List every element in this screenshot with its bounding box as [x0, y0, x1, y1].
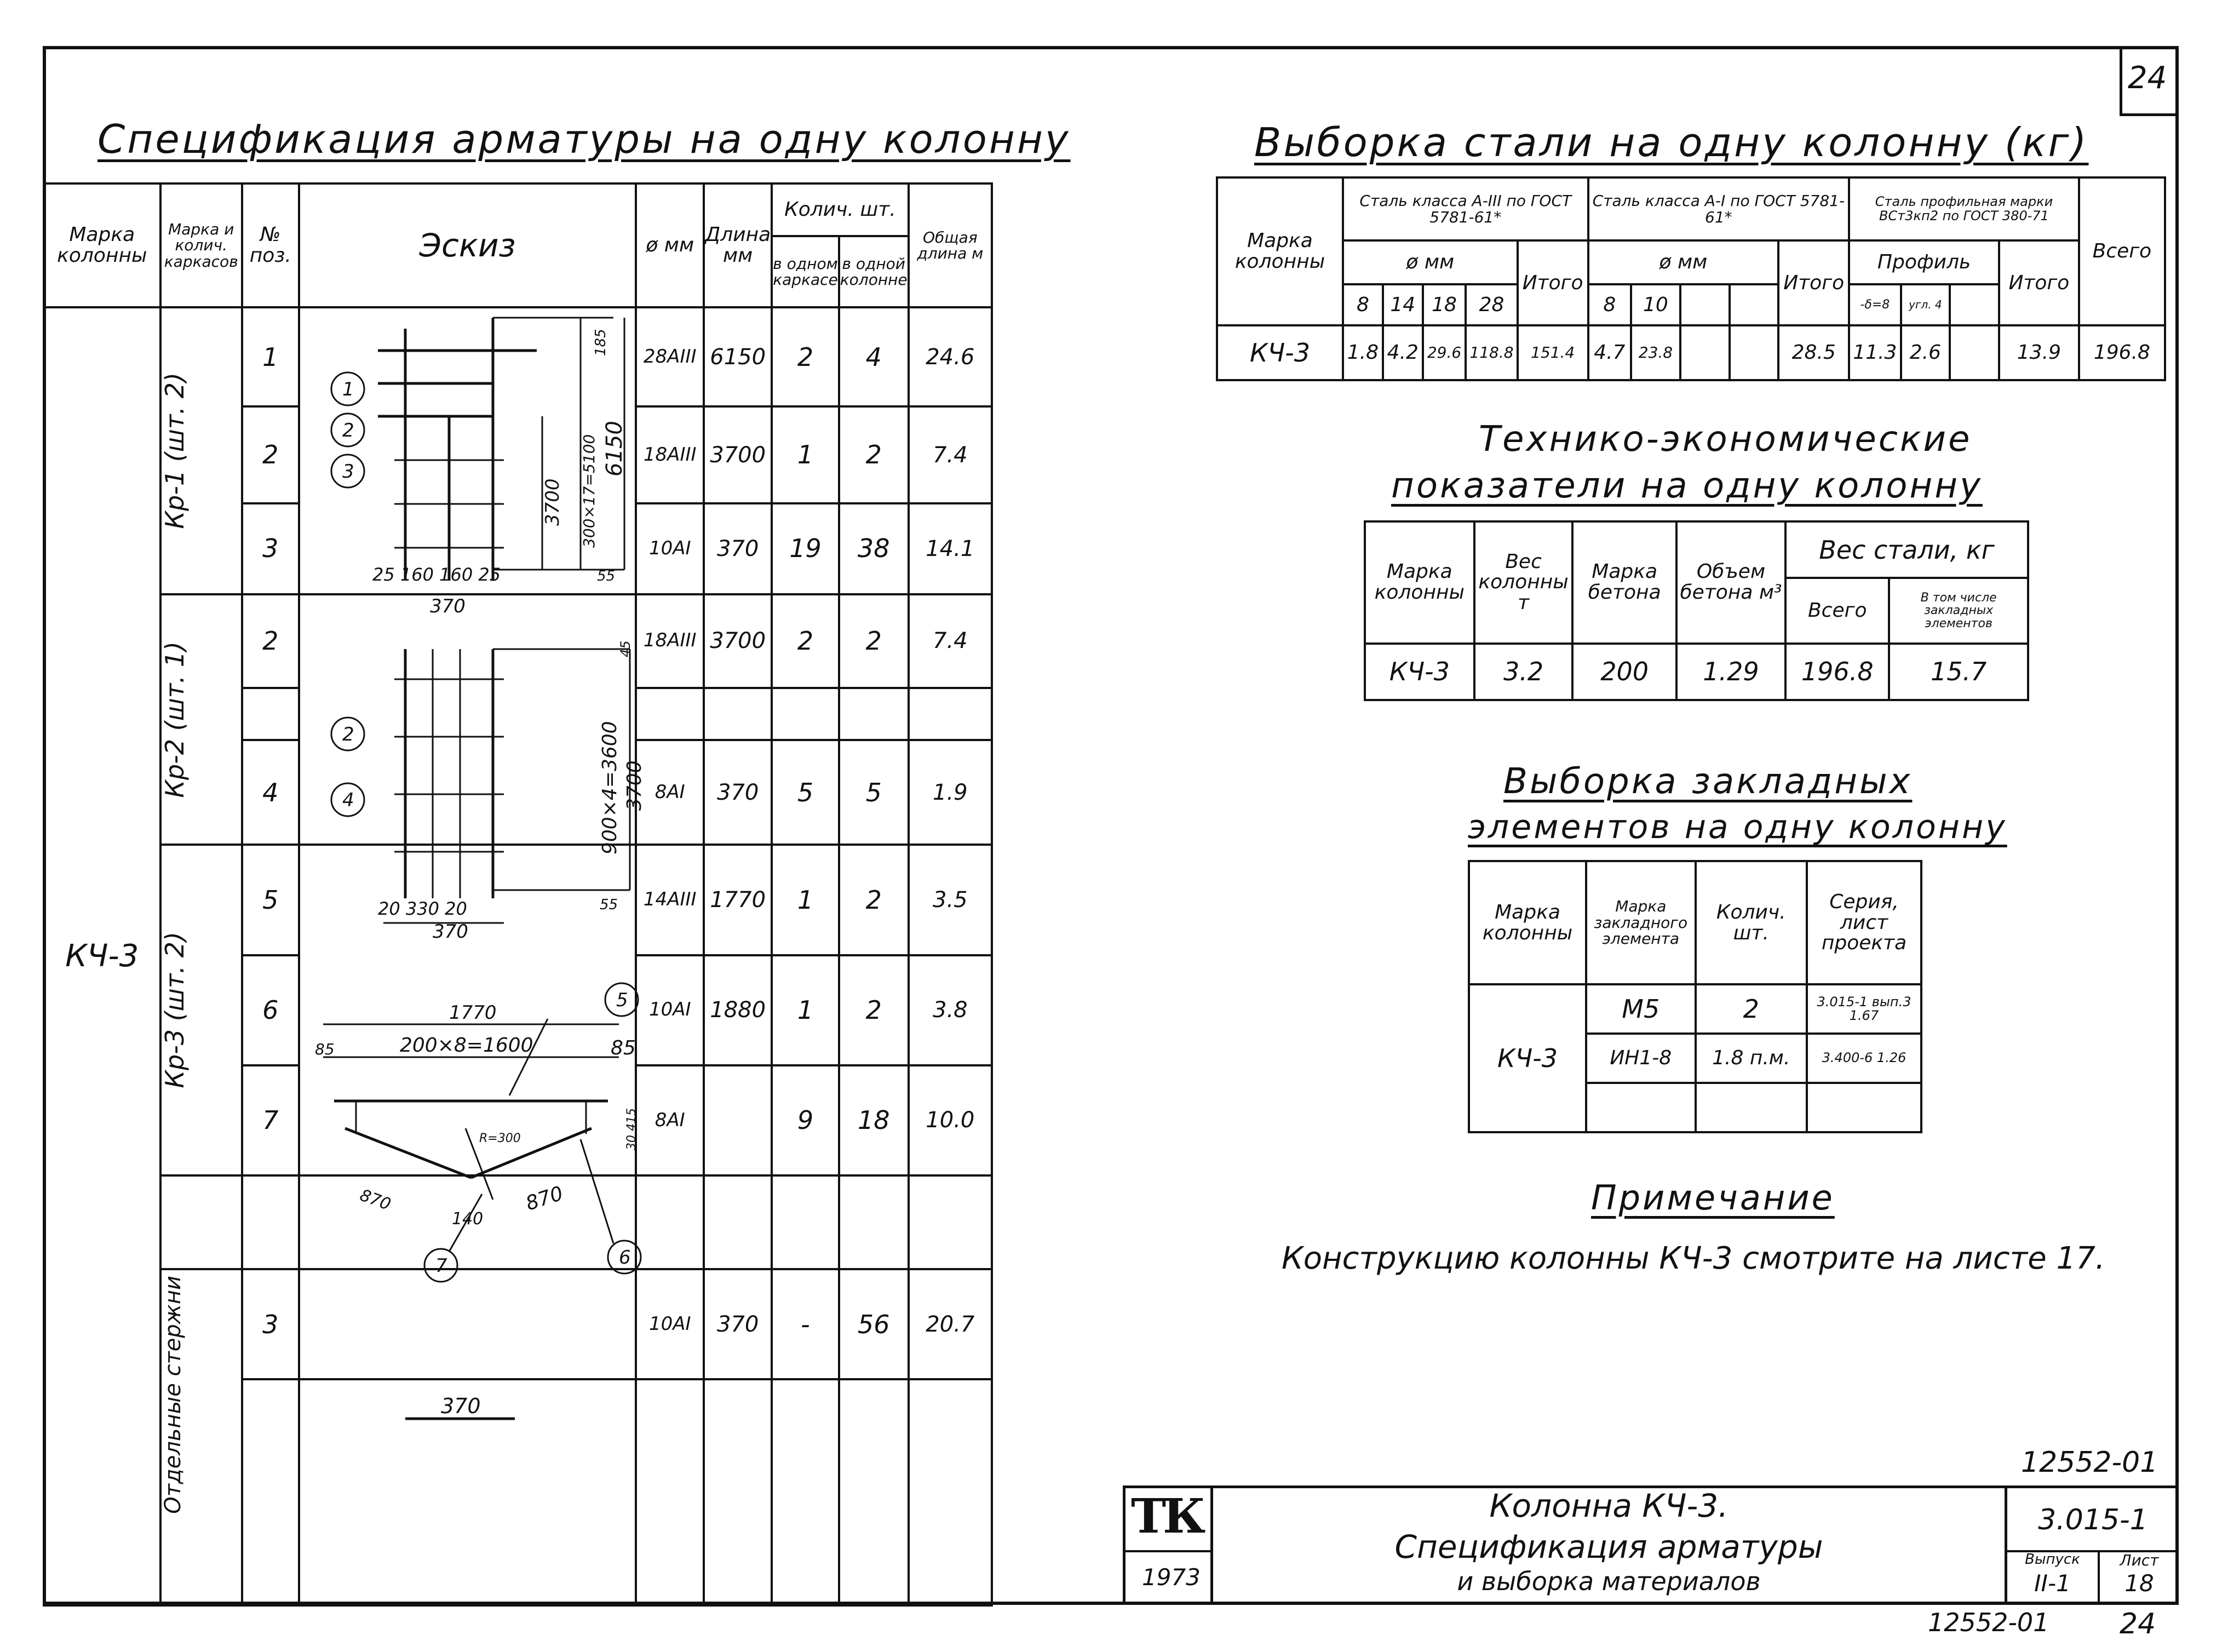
steel-value: 196.8: [2079, 325, 2165, 380]
spec-cage-single: Отдельные стержни: [160, 1276, 186, 1514]
dim-kr3-mid: 140: [452, 1209, 484, 1229]
dim-kr3-left: 85: [315, 1040, 335, 1058]
dim-kr1-total: 6150: [602, 421, 627, 477]
dim-single: 370: [441, 1394, 481, 1418]
spec-cage-kr3: Кр-3 (шт. 2): [159, 932, 190, 1089]
spec-dia: 10AI: [636, 955, 704, 1065]
steel-dia: 18: [1423, 284, 1466, 325]
steel-value: 4.2: [1383, 325, 1423, 380]
spec-pos: 6: [242, 955, 299, 1065]
embedded-table: [1468, 860, 1922, 1133]
tech-value-steel-total: 196.8: [1785, 644, 1889, 701]
dim-kr1-step: 300×17=5100: [580, 434, 598, 548]
spec-qty-column: 4: [839, 307, 909, 406]
spec-qty-cage: 9: [772, 1065, 839, 1175]
spec-total: 14.1: [909, 503, 992, 594]
spec-len: 3700: [704, 406, 772, 503]
steel-header-profile: Профиль: [1849, 240, 1999, 284]
stamp-series: 3.015-1: [2038, 1504, 2148, 1536]
dim-kr3-right: 85: [611, 1037, 636, 1059]
spec-dia: 8AI: [636, 740, 704, 845]
spec-qty-cage: 1: [772, 955, 839, 1065]
spec-qty-cage: 19: [772, 503, 839, 594]
stamp-sheet-label: Лист: [2120, 1551, 2159, 1569]
spec-len: 3700: [704, 594, 772, 688]
steel-header-a1-total: Итого: [1778, 240, 1849, 325]
callout-4: 4: [342, 789, 354, 811]
steel-dia: 8: [1343, 284, 1383, 325]
spec-pos: 1: [242, 307, 299, 406]
steel-value: 4.7: [1588, 325, 1632, 380]
steel-row-mark: КЧ-3: [1217, 325, 1343, 380]
spec-qty-cage: 1: [772, 845, 839, 955]
tech-header-steel: Вес стали, кг: [1785, 521, 2028, 578]
spec-dia: 8AI: [636, 1065, 704, 1175]
embedded-element: М5: [1586, 984, 1695, 1034]
spec-pos: 3: [242, 503, 299, 594]
callout-1: 1: [342, 378, 354, 400]
steel-header-mark: Марка колонны: [1217, 177, 1343, 325]
steel-value: [1950, 325, 1999, 380]
steel-header-a1-dia: ø мм: [1588, 240, 1779, 284]
dim-kr3-top-total: 1770: [449, 1002, 497, 1024]
spec-qty-column: 2: [839, 594, 909, 688]
spec-dia: 28AIII: [636, 307, 704, 406]
spec-qty-cage: 2: [772, 594, 839, 688]
sketch-kr1-drawing: [331, 318, 627, 617]
steel-table: [1216, 176, 2166, 381]
stamp-title-3: и выборка материалов: [1457, 1567, 1761, 1596]
callout-3: 3: [342, 461, 354, 483]
stamp-year: 1973: [1142, 1564, 1201, 1591]
dim-kr1-bot: 55: [597, 568, 616, 584]
tk-logo: ТК: [1131, 1489, 1203, 1544]
spec-header-total-length: Общая длина м: [909, 183, 992, 307]
spec-pos: 2: [242, 406, 299, 503]
embedded-series: 3.400-6 1.26: [1807, 1034, 1921, 1083]
steel-header-a1: Сталь класса А-I по ГОСТ 5781-61*: [1588, 177, 1850, 240]
spec-len: 370: [704, 503, 772, 594]
embedded-header-series: Серия, лист проекта: [1807, 861, 1921, 984]
dim-kr3-diag1: 870: [357, 1185, 394, 1215]
steel-profile-col: [1950, 284, 1999, 325]
spec-dia: 10AI: [636, 1269, 704, 1379]
spec-title: Спецификация арматуры на одну колонну: [97, 116, 1071, 162]
steel-header-a3-dia: ø мм: [1343, 240, 1518, 284]
spec-total: 7.4: [909, 406, 992, 503]
steel-value: 29.6: [1423, 325, 1466, 380]
tech-value-steel-embedded: 15.7: [1889, 644, 2028, 701]
spec-qty-column: 38: [839, 503, 909, 594]
dim-kr1-top: 185: [593, 329, 609, 356]
steel-dia: 8: [1588, 284, 1632, 325]
callout-6: 6: [619, 1247, 631, 1269]
sketch-kr2-drawing: [331, 640, 646, 943]
stamp-code-bottom: 12552-01: [1928, 1608, 2049, 1637]
steel-dia: [1730, 284, 1779, 325]
spec-dia: 14AIII: [636, 845, 704, 955]
tech-value-volume: 1.29: [1676, 644, 1785, 701]
spec-header-qty-column: в одной колонне: [839, 236, 909, 308]
steel-profile-col: угл. 4: [1901, 284, 1950, 325]
tech-header-weight: Вес колонны т: [1474, 521, 1573, 644]
steel-value: 28.5: [1778, 325, 1849, 380]
spec-qty-column: 18: [839, 1065, 909, 1175]
dim-kr1-bottom-parts: 25 160 160 25: [372, 564, 501, 585]
stamp-title-1: Колонна КЧ-3.: [1489, 1487, 1729, 1524]
spec-header-cage-mark: Марка и колич. каркасов: [160, 183, 242, 307]
dim-kr1-inner: 3700: [542, 478, 564, 526]
tech-value-weight: 3.2: [1474, 644, 1573, 701]
stamp-issue-label: Выпуск: [2025, 1551, 2080, 1568]
embedded-series: 3.015-1 вып.3 1.67: [1807, 984, 1921, 1034]
embedded-header-element: Марка закладного элемента: [1586, 861, 1695, 984]
steel-value: 151.4: [1518, 325, 1588, 380]
stamp-sheet: 18: [2124, 1570, 2154, 1597]
steel-dia: 14: [1383, 284, 1423, 325]
spec-total: 7.4: [909, 594, 992, 688]
spec-pos: 4: [242, 740, 299, 845]
spec-len: 370: [704, 740, 772, 845]
spec-total: 10.0: [909, 1065, 992, 1175]
spec-dia: 10AI: [636, 503, 704, 594]
spec-header-qty-cage: в одном каркасе: [772, 236, 839, 308]
tech-header-mark: Марка колонны: [1365, 521, 1474, 644]
steel-value: [1730, 325, 1779, 380]
stamp-code-bottom-page: 24: [2120, 1608, 2156, 1640]
spec-pos: 2: [242, 594, 299, 688]
steel-dia: 28: [1466, 284, 1517, 325]
callout-2: 2: [342, 420, 354, 441]
steel-value: 13.9: [1999, 325, 2079, 380]
spec-pos: 3: [242, 1269, 299, 1379]
steel-value: 23.8: [1631, 325, 1680, 380]
steel-header-prof: Сталь профильная марки ВСт3кп2 по ГОСТ 380-71: [1849, 177, 2079, 240]
steel-dia: [1680, 284, 1730, 325]
tech-title-1: Технико-экономические: [1479, 419, 1972, 460]
tech-table: [1364, 520, 2029, 701]
dim-kr3-step: 200×8=1600: [400, 1034, 533, 1057]
spec-dia: 18AIII: [636, 406, 704, 503]
sketch-single-drawing: [405, 1394, 515, 1419]
spec-len: 1880: [704, 955, 772, 1065]
title-block-divider-h: [1123, 1550, 1213, 1552]
spec-total: 3.5: [909, 845, 992, 955]
tech-header-volume: Объем бетона м³: [1676, 521, 1785, 644]
spec-qty-column: 56: [839, 1269, 909, 1379]
spec-pos: 5: [242, 845, 299, 955]
tech-header-steel-embedded: В том числе закладных элементов: [1889, 578, 2028, 643]
spec-len: 6150: [704, 307, 772, 406]
spec-total: 1.9: [909, 740, 992, 845]
spec-qty-column: 2: [839, 955, 909, 1065]
spec-header-qty: Колич. шт.: [772, 183, 908, 236]
dim-kr2-total: 3700: [623, 760, 646, 811]
embedded-title-2: элементов на одну колонну: [1468, 808, 2007, 846]
steel-value: 11.3: [1849, 325, 1900, 380]
page-number: 24: [2128, 60, 2167, 96]
dim-kr2-bot: 55: [600, 897, 618, 913]
spec-qty-cage: -: [772, 1269, 839, 1379]
dim-kr2-bottom-parts: 20 330 20: [378, 898, 467, 919]
callout-5: 5: [616, 989, 628, 1011]
dim-kr3-center: R=300: [479, 1132, 521, 1145]
spec-header-pos: № поз.: [242, 183, 299, 307]
steel-profile-col: -δ=8: [1849, 284, 1900, 325]
embedded-qty: 2: [1696, 984, 1807, 1034]
spec-len: 370: [704, 1269, 772, 1379]
steel-value: 118.8: [1466, 325, 1517, 380]
embedded-header-qty: Колич. шт.: [1696, 861, 1807, 984]
spec-cage-kr1: Кр-1 (шт. 2): [159, 372, 190, 529]
spec-len: 1770: [704, 845, 772, 955]
steel-header-prof-total: Итого: [1999, 240, 2079, 325]
sketch-kr3-drawing: [315, 983, 641, 1282]
stamp-issue: II-1: [2034, 1570, 2071, 1597]
tech-header-steel-total: Всего: [1785, 578, 1889, 643]
spec-cage-kr2: Кр-2 (шт. 1): [159, 641, 190, 798]
embedded-mark: КЧ-3: [1469, 984, 1586, 1132]
spec-total: 20.7: [909, 1269, 992, 1379]
callout-2: 2: [342, 724, 354, 745]
steel-dia: 10: [1631, 284, 1680, 325]
dim-kr2-top: 45: [618, 640, 633, 657]
steel-value: 2.6: [1901, 325, 1950, 380]
dim-kr3-diag2: 870: [523, 1182, 566, 1215]
tech-header-concrete: Марка бетона: [1572, 521, 1676, 644]
spec-dia: 18AIII: [636, 594, 704, 688]
spec-pos: 7: [242, 1065, 299, 1175]
tech-title-2: показатели на одну колонну: [1391, 466, 1983, 506]
tech-value-concrete: 200: [1572, 644, 1676, 701]
steel-header-a3-total: Итого: [1518, 240, 1588, 325]
dim-kr3-side: 30 415: [625, 1108, 639, 1150]
spec-total: 3.8: [909, 955, 992, 1065]
spec-qty-column: 2: [839, 406, 909, 503]
callout-7: 7: [435, 1255, 447, 1277]
steel-value: [1680, 325, 1730, 380]
embedded-header-mark: Марка колонны: [1469, 861, 1586, 984]
embedded-qty: 1.8 п.м.: [1696, 1034, 1807, 1083]
stamp-title-2: Спецификация арматуры: [1394, 1528, 1823, 1565]
spec-qty-column: 5: [839, 740, 909, 845]
embedded-title-1: Выборка закладных: [1503, 761, 1913, 802]
spec-header-column-mark: Марка колонны: [44, 183, 160, 307]
spec-qty-cage: 5: [772, 740, 839, 845]
dim-kr1-bottom-total: 370: [430, 595, 466, 617]
spec-total: 24.6: [909, 307, 992, 406]
embedded-element: ИН1-8: [1586, 1034, 1695, 1083]
spec-header-length: Длина мм: [704, 183, 772, 307]
dim-kr2-bottom-total: 370: [433, 921, 468, 943]
spec-qty-column: 2: [839, 845, 909, 955]
note-text: Конструкцию колонны КЧ-3 смотрите на листе 17.: [1282, 1241, 2105, 1276]
spec-header-diameter: ø мм: [636, 183, 704, 307]
spec-header-sketch: Эскиз: [299, 183, 636, 307]
stamp-code-top: 12552-01: [2021, 1446, 2158, 1479]
spec-column-mark: КЧ-3: [44, 307, 160, 1605]
steel-title: Выборка стали на одну колонну (кг): [1254, 119, 2089, 165]
spec-qty-cage: 1: [772, 406, 839, 503]
dim-kr2-step: 900×4=3600: [599, 721, 621, 854]
steel-value: 1.8: [1343, 325, 1383, 380]
steel-header-a3: Сталь класса А-III по ГОСТ 5781-61*: [1343, 177, 1588, 240]
spec-qty-cage: 2: [772, 307, 839, 406]
tech-value-mark: КЧ-3: [1365, 644, 1474, 701]
note-title: Примечание: [1591, 1178, 1835, 1218]
steel-header-grand: Всего: [2079, 177, 2165, 325]
